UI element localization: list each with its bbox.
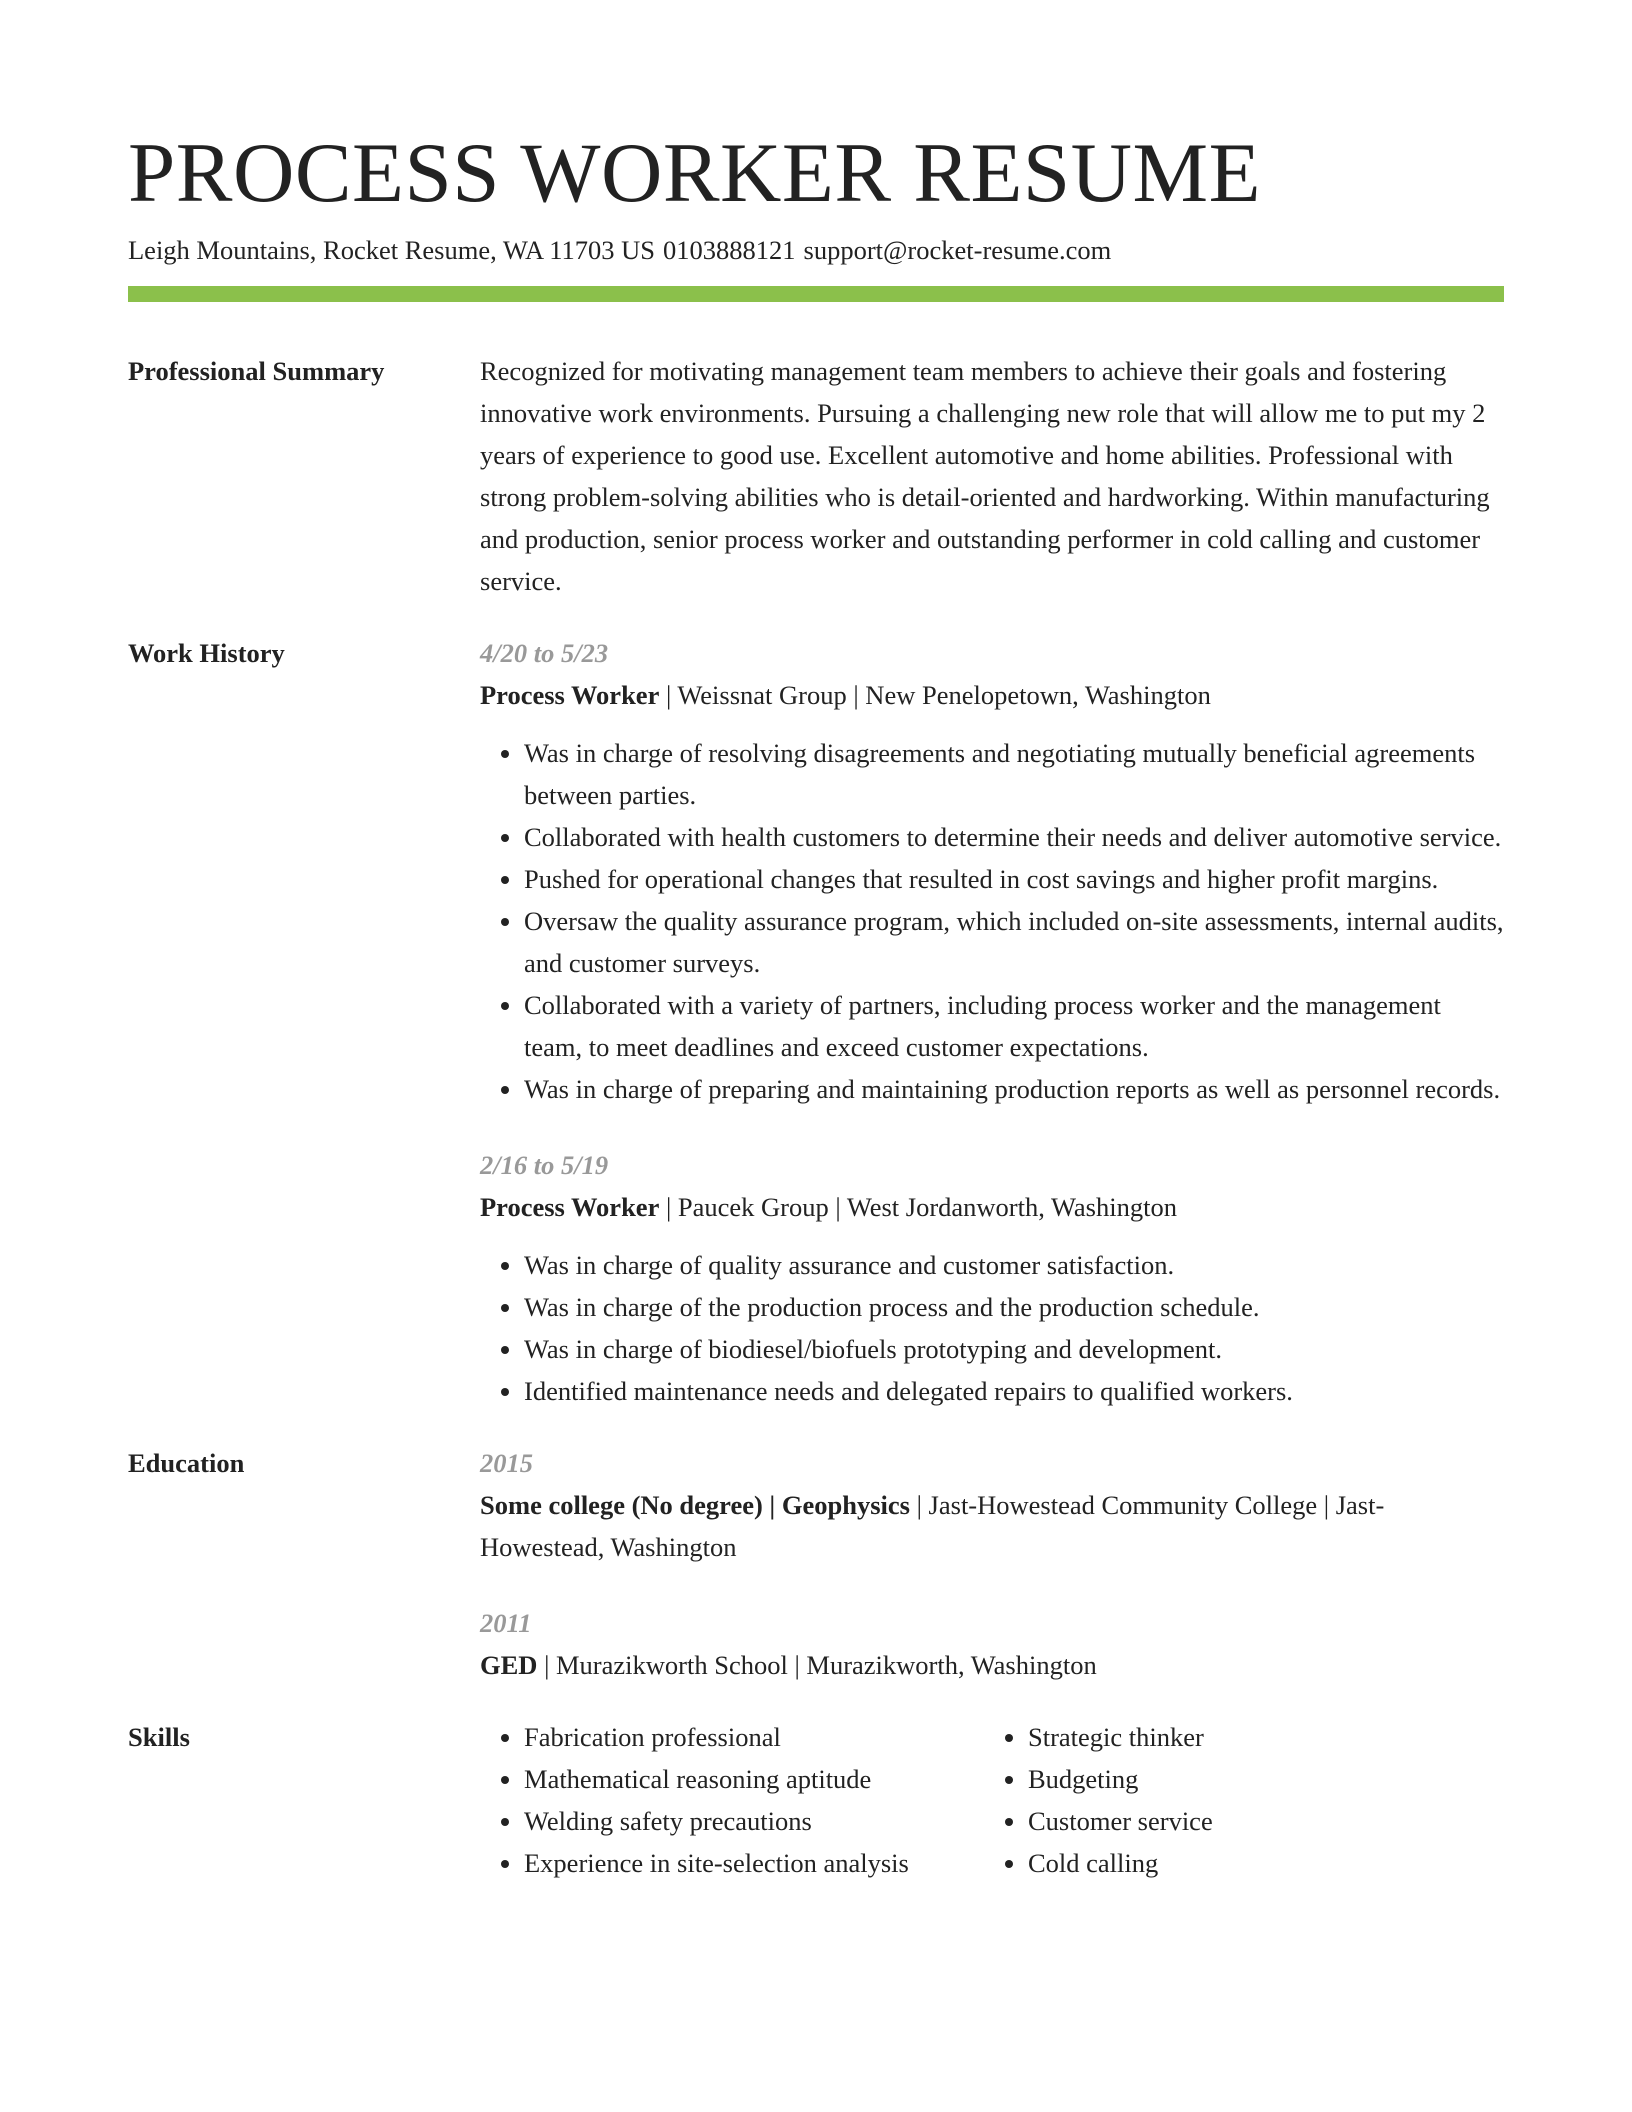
education-year: 2011 [480,1608,532,1638]
education-entry [480,1602,1504,1686]
job-bullet: • Pushed for operational changes that resulted in cost savings and higher profit margins. [524,858,1504,900]
skills-body [480,1716,1504,1884]
skills-section [128,1716,1504,1884]
job-title: Process Worker [480,680,660,710]
education-body [480,1442,1504,1686]
job-details: | Weissnat Group | New Penelopetown, Washington [659,680,1211,710]
skill-item: • Experience in site-selection analysis [524,1842,984,1884]
skills-grid [480,1716,1504,1884]
education-entry [480,1442,1504,1568]
job-bullet: • Was in charge of resolving disagreements and negotiating mutually beneficial agreements between parties. [524,732,1504,816]
contact-phone: 0103888121 [663,235,796,265]
job-bullet: • Was in charge of preparing and maintaining production reports as well as personnel records. [524,1068,1504,1110]
job-bullet: • Oversaw the quality assurance program, which included on-site assessments, internal audits, and customer surveys. [524,900,1504,984]
work-history-heading: Work History [128,638,285,668]
education-line [480,1484,1504,1568]
summary-text: Recognized for motivating management team members to achieve their goals and fostering innovative work environments. Pursuing a challenging new role that will allow me to put my 2 years of experience to good use. Excellent automotive and home abilities. Professional with strong problem-solving abilities who is detail-oriented and hardworking. Within manufacturing and production, senior process worker and outstanding performer in cold calling and customer service. [480,356,1490,596]
education-heading: Education [128,1448,245,1478]
work-history-section [128,632,1504,1412]
skills-heading: Skills [128,1722,190,1752]
skill-item: • Welding safety precautions [524,1800,984,1842]
contact-email: support@rocket-resume.com [803,235,1112,265]
job-role-line [480,674,1504,716]
education-year: 2015 [480,1448,533,1478]
education-section [128,1442,1504,1686]
skill-item: • Customer service [1028,1800,1213,1842]
job-details: | Paucek Group | West Jordanworth, Washington [659,1192,1177,1222]
resume-title: PROCESS WORKER RESUME [128,126,1262,220]
job-entry [480,632,1504,1110]
job-role-line [480,1186,1504,1228]
job-entry [480,1144,1504,1412]
skill-item: • Mathematical reasoning aptitude [524,1758,984,1800]
job-bullet: • Collaborated with health customers to determine their needs and deliver automotive service. [524,816,1504,858]
work-history-body [480,632,1504,1412]
education-degree: Some college (No degree) | Geophysics [480,1490,910,1520]
resume-content [128,350,1504,1914]
job-bullets [480,1244,1504,1412]
skills-column-2 [984,1716,1213,1884]
job-title: Process Worker [480,1192,660,1222]
job-bullet: • Collaborated with a variety of partners, including process worker and the management team, to meet deadlines and exceed customer expectations. [524,984,1504,1068]
skills-column-1 [480,1716,984,1884]
job-bullet: • Was in charge of quality assurance and customer satisfaction. [524,1244,1504,1286]
contact-line [128,232,1111,268]
skill-item: • Strategic thinker [1028,1716,1213,1758]
skill-item: • Cold calling [1028,1842,1213,1884]
header-divider [128,286,1504,302]
summary-heading: Professional Summary [128,356,385,386]
job-dates: 2/16 to 5/19 [480,1150,609,1180]
education-degree: GED [480,1650,538,1680]
job-dates: 4/20 to 5/23 [480,638,609,668]
job-bullet: • Identified maintenance needs and delegated repairs to qualified workers. [524,1370,1504,1412]
education-details: | Murazikworth School | Murazikworth, Washington [537,1650,1097,1680]
education-details: | Jast-Howestead Community College | Jast-Howestead, Washington [480,1490,1385,1562]
education-line [480,1644,1504,1686]
contact-address: Leigh Mountains, Rocket Resume, WA 11703 US [128,235,656,265]
summary-section [128,350,1504,602]
job-bullet: • Was in charge of biodiesel/biofuels prototyping and development. [524,1328,1504,1370]
job-bullets [480,732,1504,1110]
skill-item: • Budgeting [1028,1758,1213,1800]
skill-item: • Fabrication professional [524,1716,984,1758]
job-bullet: • Was in charge of the production process and the production schedule. [524,1286,1504,1328]
summary-body [480,350,1504,602]
